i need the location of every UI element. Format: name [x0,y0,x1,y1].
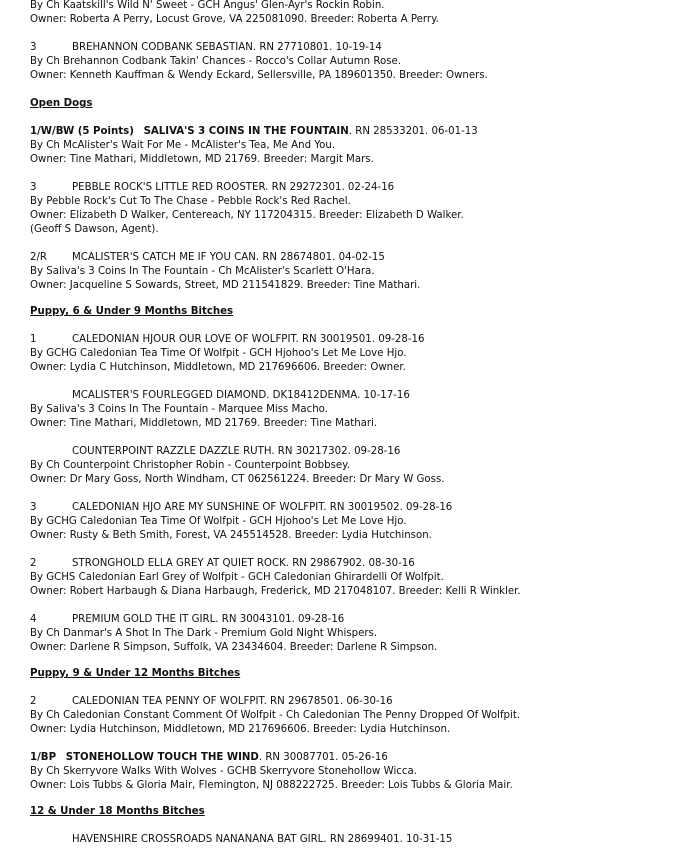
owner-line: Owner: Dr Mary Goss, North Windham, CT 062561224. Breeder: Dr Mary W Goss. [30,474,445,485]
dog-entry [30,695,700,737]
pedigree-line: By Ch Kaatskill's Wild N' Sweet - GCH Angus' Glen-Ayr's Rockin Robin. [30,0,385,11]
dog-name: PEBBLE ROCK'S LITTLE RED ROOSTER [72,182,266,193]
dog-entry [30,833,700,847]
dog-entry [30,751,700,793]
placement-label: 3 [30,182,37,193]
entry-heading [30,695,700,709]
dog-name: STRONGHOLD ELLA GREY AT QUIET ROCK [72,558,286,569]
spacer [30,167,700,181]
registration-info: . RN 29272301. 02-24-16 [265,182,395,193]
placement-label: 1 [30,334,37,345]
owner-line: Owner: Lydia Hutchinson, Middletown, MD 217696606. Breeder: Lydia Hutchinson. [30,724,451,735]
placement-label: 3 [30,502,37,513]
class-heading: Open Dogs [30,98,93,109]
entry-heading [30,557,700,571]
owner-line: Owner: Rusty & Beth Smith, Forest, VA 245514528. Breeder: Lydia Hutchinson. [30,530,432,541]
registration-info: . RN 28699401. 10-31-15 [323,834,453,845]
spacer [30,543,700,557]
dog-name: BREHANNON CODBANK SEBASTIAN [72,42,253,53]
entry-heading [30,41,700,55]
dog-name: SALIVA'S 3 COINS IN THE FOUNTAIN [143,126,349,137]
registration-info: . RN 30019501. 09-28-16 [295,334,425,345]
class-heading: 12 & Under 18 Months Bitches [30,806,205,817]
registration-info: . RN 30217302. 09-28-16 [271,446,401,457]
dog-entry [30,333,700,375]
dog-entry [30,125,700,167]
spacer [30,293,700,305]
dog-entry [30,501,700,543]
dog-entry [30,0,700,27]
pedigree-line: By Ch Counterpoint Christopher Robin - Counterpoint Bobbsey. [30,460,350,471]
owner-line: (Geoff S Dawson, Agent). [30,224,159,235]
entry-heading [30,181,700,195]
dog-name: STONEHOLLOW TOUCH THE WIND [65,752,259,763]
spacer [30,487,700,501]
registration-info: . RN 30043101. 09-28-16 [215,614,345,625]
entry-heading [30,613,700,627]
owner-line: Owner: Lois Tubbs & Gloria Mair, Flemington, NJ 088222725. Breeder: Lois Tubbs & Gloria Mair. [30,780,513,791]
owner-line: Owner: Tine Mathari, Middletown, MD 21769. Breeder: Tine Mathari. [30,418,378,429]
dog-name: CALEDONIAN TEA PENNY OF WOLFPIT [72,696,264,707]
pedigree-line: By GCHS Caledonian Earl Grey of Wolfpit - GCH Caledonian Ghirardelli Of Wolfpit. [30,572,444,583]
spacer [30,27,700,41]
pedigree-line: By Ch Brehannon Codbank Takin' Chances - Rocco's Collar Autumn Rose. [30,56,402,67]
registration-info: . DK18412DENMA. 10-17-16 [266,390,410,401]
placement-label: 1/W/BW (5 Points) [30,126,134,137]
dog-entry [30,445,700,487]
pedigree-line: By Saliva's 3 Coins In The Fountain - Marquee Miss Macho. [30,404,328,415]
registration-info: . RN 28674801. 04-02-15 [255,252,385,263]
owner-line: Owner: Tine Mathari, Middletown, MD 21769. Breeder: Margit Mars. [30,154,374,165]
dog-name: MCALISTER'S CATCH ME IF YOU CAN [72,252,256,263]
registration-info: . RN 30019502. 09-28-16 [323,502,453,513]
pedigree-line: By GCHG Caledonian Tea Time Of Wolfpit - GCH Hjohoo's Let Me Love Hjo. [30,348,407,359]
spacer [30,847,700,859]
entry-heading [30,389,700,403]
registration-info: . RN 28533201. 06-01-13 [348,126,478,137]
entry-heading [30,751,700,765]
pedigree-line: By Ch Skerryvore Walks With Wolves - GCHB Skerryvore Stonehollow Wicca. [30,766,417,777]
placement-label: 2 [30,696,37,707]
owner-line: Owner: Robert Harbaugh & Diana Harbaugh, Frederick, MD 217048107. Breeder: Kelli R Winkler. [30,586,521,597]
spacer [30,237,700,251]
dog-name: HAVENSHIRE CROSSROADS NANANANA BAT GIRL [72,834,324,845]
entry-heading [30,125,700,139]
dog-name: CALEDONIAN HJOUR OUR LOVE OF WOLFPIT [72,334,296,345]
spacer [30,599,700,613]
spacer [30,375,700,389]
spacer [30,111,700,125]
pedigree-line: By Ch McAlister's Wait For Me - McAlister's Tea, Me And You. [30,140,336,151]
spacer [30,319,700,333]
owner-line: Owner: Kenneth Kauffman & Wendy Eckard, Sellersville, PA 189601350. Breeder: Owners. [30,70,488,81]
owner-line: Owner: Jacqueline S Sowards, Street, MD 211541829. Breeder: Tine Mathari. [30,280,421,291]
dog-entry [30,557,700,599]
placement-label: 1/BP [30,752,57,763]
class-heading: Puppy, 9 & Under 12 Months Bitches [30,668,241,679]
spacer [30,819,700,833]
dog-name: CALEDONIAN HJO ARE MY SUNSHINE OF WOLFPIT [72,502,324,513]
spacer [30,83,700,97]
dog-name: MCALISTER'S FOURLEGGED DIAMOND [72,390,267,401]
registration-info: . RN 27710801. 10-19-14 [252,42,382,53]
dog-entry [30,251,700,293]
spacer [30,793,700,805]
entry-heading [30,833,700,847]
class-heading: Puppy, 6 & Under 9 Months Bitches [30,306,234,317]
dog-entry [30,41,700,83]
pedigree-line: By GCHG Caledonian Tea Time Of Wolfpit - GCH Hjohoo's Let Me Love Hjo. [30,516,407,527]
pedigree-line: By Ch Caledonian Constant Comment Of Wolfpit - Ch Caledonian The Penny Dropped Of Wolfpit. [30,710,521,721]
spacer [30,431,700,445]
pedigree-line: By Ch Danmar's A Shot In The Dark - Premium Gold Night Whispers. [30,628,378,639]
dog-entry [30,613,700,655]
registration-info: . RN 30087701. 05-26-16 [258,752,388,763]
entry-heading [30,333,700,347]
spacer [30,737,700,751]
entry-heading [30,445,700,459]
spacer [30,681,700,695]
dog-name: PREMIUM GOLD THE IT GIRL [72,614,216,625]
owner-line: Owner: Roberta A Perry, Locust Grove, VA 225081090. Breeder: Roberta A Perry. [30,14,439,25]
pedigree-line: By Pebble Rock's Cut To The Chase - Pebble Rock's Red Rachel. [30,196,351,207]
entry-heading [30,251,700,265]
placement-label: 4 [30,614,37,625]
registration-info: . RN 29867902. 08-30-16 [285,558,415,569]
placement-label: 2/R [30,252,47,263]
placement-label: 2 [30,558,37,569]
placement-label: 3 [30,42,37,53]
dog-entry [30,389,700,431]
owner-line: Owner: Darlene R Simpson, Suffolk, VA 23434604. Breeder: Darlene R Simpson. [30,642,438,653]
pedigree-line: By Saliva's 3 Coins In The Fountain - Ch McAlister's Scarlett O'Hara. [30,266,375,277]
owner-line: Owner: Lydia C Hutchinson, Middletown, MD 217696606. Breeder: Owner. [30,362,406,373]
owner-line: Owner: Elizabeth D Walker, Centereach, NY 117204315. Breeder: Elizabeth D Walker. [30,210,464,221]
registration-info: . RN 29678501. 06-30-16 [263,696,393,707]
spacer [30,655,700,667]
entry-heading [30,501,700,515]
dog-name: COUNTERPOINT RAZZLE DAZZLE RUTH [72,446,272,457]
dog-entry [30,181,700,237]
